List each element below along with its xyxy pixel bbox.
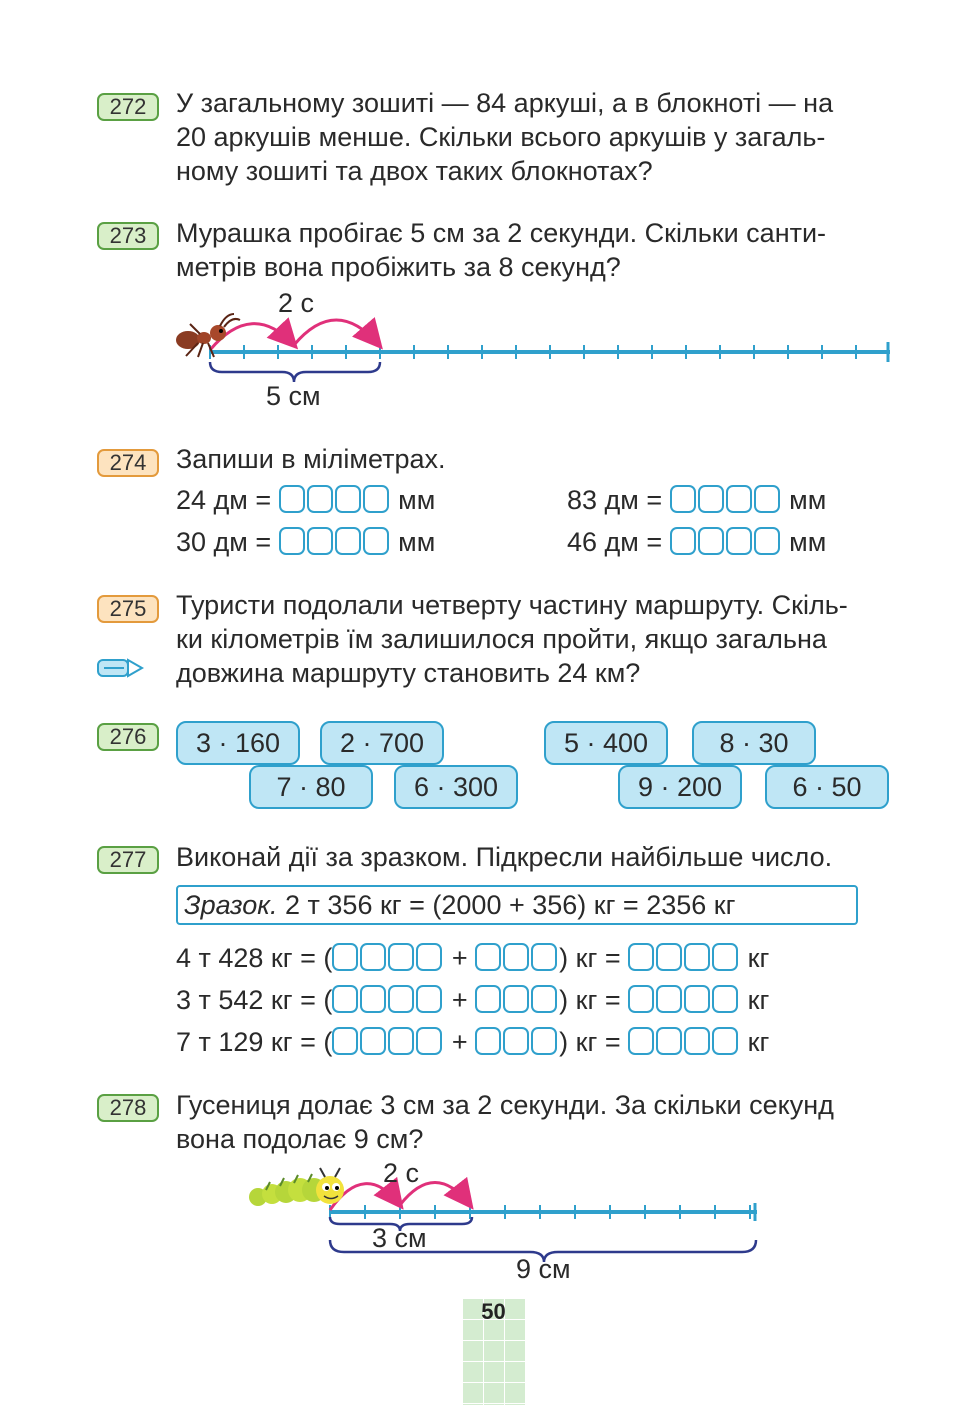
- conversion-row: 24 дм = мм: [176, 485, 436, 515]
- task-number-278: 278: [97, 1094, 159, 1122]
- expression-chip: 8 · 30: [692, 721, 816, 765]
- task-number-272: 272: [97, 93, 159, 121]
- answer-cells[interactable]: [670, 527, 782, 555]
- number-line-273: [210, 320, 890, 382]
- jump-arc: [294, 320, 379, 345]
- mass-row: 3 т 542 кг = ( + ) кг = кг: [176, 985, 770, 1015]
- conversion-row: 46 дм = мм: [567, 527, 827, 557]
- conversion-row: 30 дм = мм: [176, 527, 436, 557]
- jump-label-278: 2 с: [383, 1158, 420, 1188]
- expression-chip: 2 · 700: [320, 721, 444, 765]
- expression-chip: 6 · 50: [765, 765, 889, 809]
- task-number-276: 276: [97, 723, 159, 751]
- answer-cells[interactable]: [279, 485, 391, 513]
- expression-chip: 7 · 80: [249, 765, 373, 809]
- conversion-row: 83 дм = мм: [567, 485, 827, 515]
- caterpillar-icon: [249, 1168, 344, 1206]
- answer-cells[interactable]: [670, 485, 782, 513]
- span-label-273: 5 см: [266, 381, 321, 411]
- task-272-text: У загальному зошиті — 84 аркуші, а в блокноті — на 20 аркушів менше. Скільки всього аркушів у загаль- ному зошиті та двох таких блокнотах?: [176, 88, 834, 186]
- span-label-278: 3 см: [372, 1223, 427, 1253]
- answer-cells[interactable]: [475, 1027, 559, 1055]
- answer-cells[interactable]: [279, 527, 391, 555]
- answer-cells[interactable]: [628, 943, 740, 971]
- total-label-278: 9 см: [516, 1254, 571, 1284]
- task-number-273: 273: [97, 222, 159, 250]
- answer-cells[interactable]: [332, 985, 444, 1013]
- task-277-title: Виконай дії за зразком. Підкресли найбільше число.: [176, 842, 833, 872]
- task-274-title: Запиши в міліметрах.: [176, 444, 446, 474]
- task-number-274: 274: [97, 449, 159, 477]
- answer-cells[interactable]: [628, 1027, 740, 1055]
- mass-row: 4 т 428 кг = ( + ) кг = кг: [176, 943, 770, 973]
- task-number-277: 277: [97, 846, 159, 874]
- answer-cells[interactable]: [475, 943, 559, 971]
- answer-cells[interactable]: [332, 943, 444, 971]
- brace: [210, 362, 380, 382]
- pencil-icon: [98, 660, 142, 676]
- task-278-text: Гусениця долає 3 см за 2 секунди. За скільки секунд вона подолає 9 см?: [176, 1090, 834, 1154]
- expression-chip: 5 · 400: [544, 721, 668, 765]
- sample-box: Зразок. 2 т 356 кг = (2000 + 356) кг = 2356 кг: [176, 885, 858, 925]
- mass-row: 7 т 129 кг = ( + ) кг = кг: [176, 1027, 770, 1057]
- task-275-text: Туристи подолали четверту частину маршруту. Скіль- ки кілометрів їм залишилося пройти, якщо загальна довжина маршруту становить 24 км?: [176, 590, 848, 688]
- expression-chip: 9 · 200: [618, 765, 742, 809]
- answer-cells[interactable]: [628, 985, 740, 1013]
- expression-chip: 6 · 300: [394, 765, 518, 809]
- page-number: 50: [481, 1299, 506, 1324]
- task-number-275: 275: [97, 595, 159, 623]
- answer-cells[interactable]: [332, 1027, 444, 1055]
- answer-cells[interactable]: [475, 985, 559, 1013]
- jump-label-273: 2 с: [278, 288, 315, 318]
- task-273-text: Мурашка пробігає 5 см за 2 секунди. Скільки санти- метрів вона пробіжить за 8 секунд?: [176, 218, 827, 282]
- expression-chip: 3 · 160: [176, 721, 300, 765]
